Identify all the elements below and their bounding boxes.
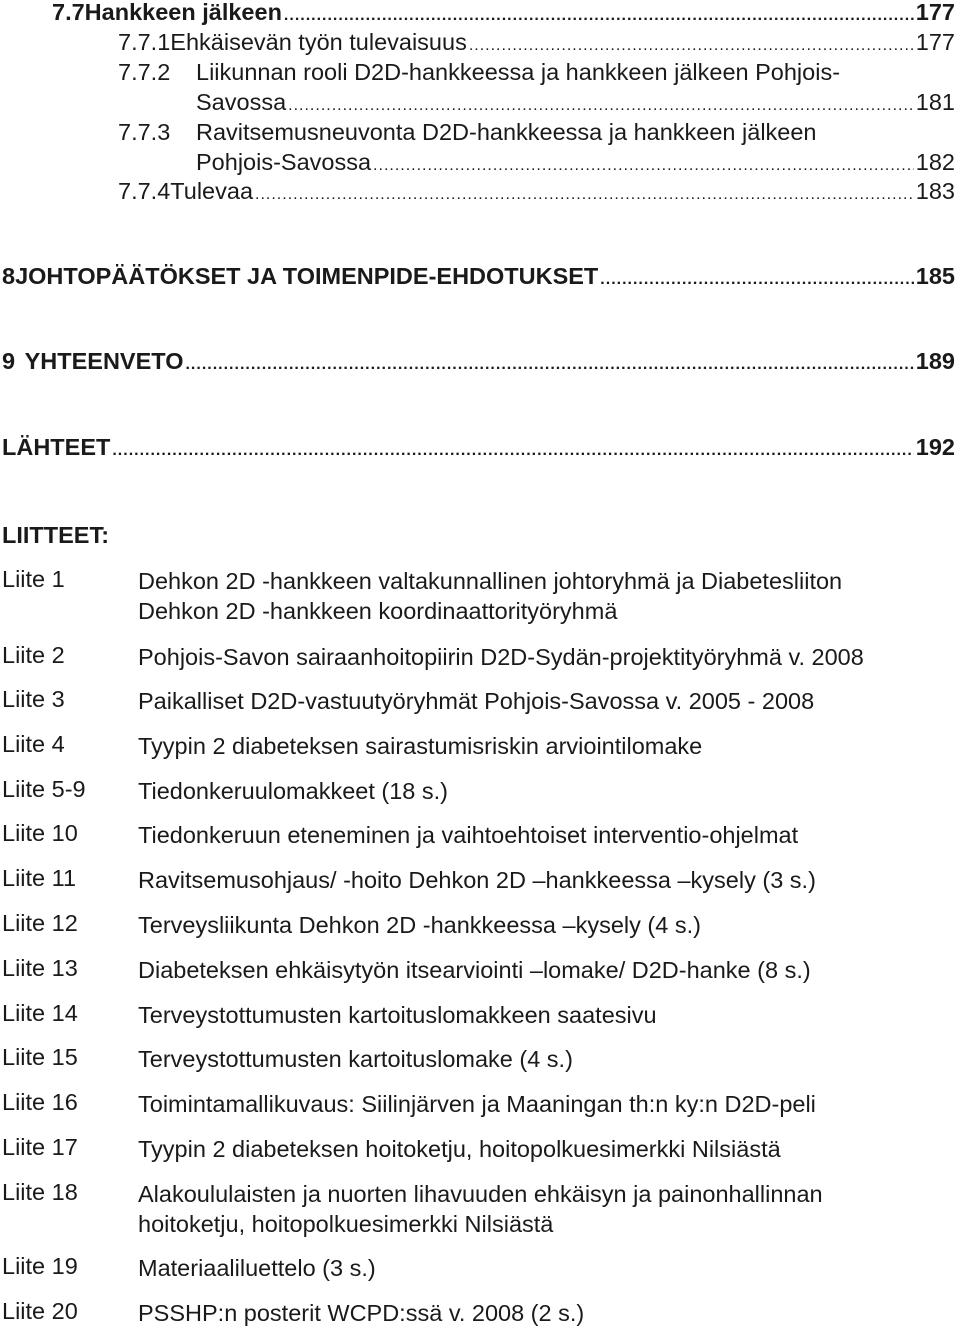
appendix-item[interactable] xyxy=(0,1044,960,1074)
appendix-item[interactable] xyxy=(0,1298,960,1328)
toc-number: 7.7.3 xyxy=(118,119,171,145)
toc-page: 183 xyxy=(915,178,955,204)
appendix-description-line: Terveysliikunta Dehkon 2D -hankkeessa –kysely (4 s.) xyxy=(138,912,701,938)
appendix-description xyxy=(138,1253,938,1283)
appendix-item[interactable] xyxy=(0,910,960,940)
toc-number: 7.7.2 xyxy=(118,59,171,85)
appendix-description-line: PSSHP:n posterit WCPD:ssä v. 2008 (2 s.) xyxy=(138,1300,585,1326)
toc-title-continued: Savossa xyxy=(196,89,287,115)
appendix-description-line: Alakoululaisten ja nuorten lihavuuden ehkäisyn ja painonhallinnan xyxy=(138,1181,823,1207)
toc-entry-7-7-2[interactable] xyxy=(118,57,955,87)
appendix-item[interactable] xyxy=(0,1253,960,1283)
appendix-item[interactable] xyxy=(0,642,960,672)
toc-page: 181 xyxy=(915,89,955,115)
toc-title: Ehkäisevän työn tulevaisuus xyxy=(170,29,467,55)
appendix-label: Liite 1 xyxy=(2,566,65,592)
appendix-label: Liite 18 xyxy=(2,1179,78,1205)
appendix-item[interactable] xyxy=(0,686,960,716)
toc-page: 189 xyxy=(915,348,955,374)
appendix-item[interactable] xyxy=(0,1000,960,1030)
toc-entry-9[interactable] xyxy=(2,346,955,376)
appendix-description-line: Tiedonkeruulomakkeet (18 s.) xyxy=(138,778,448,804)
toc-entry-7-7-3[interactable] xyxy=(118,117,955,147)
appendix-description xyxy=(138,731,938,761)
appendix-description xyxy=(138,820,938,850)
appendix-item[interactable] xyxy=(0,865,960,895)
toc-number: 7.7.1 xyxy=(118,29,171,55)
appendix-label: Liite 20 xyxy=(2,1298,78,1324)
appendix-label: Liite 13 xyxy=(2,955,78,981)
appendix-description xyxy=(138,686,938,716)
toc-leader xyxy=(255,180,914,210)
toc-leader xyxy=(112,436,913,466)
appendix-description xyxy=(138,1000,938,1030)
appendix-description-line: Tyypin 2 diabeteksen hoitoketju, hoitopolkuesimerkki Nilsiästä xyxy=(138,1136,781,1162)
appendix-description-line: Diabeteksen ehkäisytyön itsearviointi –lomake/ D2D-hanke (8 s.) xyxy=(138,957,811,983)
toc-title: JOHTOPÄÄTÖKSET JA TOIMENPIDE-EHDOTUKSET xyxy=(15,263,599,289)
appendix-description xyxy=(138,1089,938,1119)
appendix-description-line: Pohjois-Savon sairaanhoitopiirin D2D-Sydän-projektityöryhmä v. 2008 xyxy=(138,644,864,670)
appendix-item[interactable] xyxy=(0,1089,960,1119)
appendix-description xyxy=(138,566,938,626)
appendix-item[interactable] xyxy=(0,955,960,985)
appendix-description-line: Ravitsemusohjaus/ -hoito Dehkon 2D –hankkeessa –kysely (3 s.) xyxy=(138,867,816,893)
appendix-description xyxy=(138,865,938,895)
toc-entry-7-7[interactable] xyxy=(52,0,955,27)
appendix-description xyxy=(138,1044,938,1074)
toc-leader xyxy=(185,350,913,380)
toc-title: Ravitsemusneuvonta D2D-hankkeessa ja hankkeen jälkeen xyxy=(196,119,817,145)
appendix-label: Liite 10 xyxy=(2,820,78,846)
appendix-description-line: Dehkon 2D -hankkeen valtakunnallinen johtoryhmä ja Diabetesliiton xyxy=(138,568,843,594)
toc-number: 7.7.4 xyxy=(118,178,171,204)
toc-entry-7-7-4[interactable] xyxy=(118,176,955,206)
appendix-description-line: Materiaaliluettelo (3 s.) xyxy=(138,1255,376,1281)
toc-number: 9 xyxy=(2,348,16,374)
appendix-label: Liite 16 xyxy=(2,1089,78,1115)
appendix-description xyxy=(138,1298,938,1328)
appendix-description-line: Tiedonkeruun eteneminen ja vaihtoehtoiset interventio-ohjelmat xyxy=(138,822,799,848)
appendix-item[interactable] xyxy=(0,566,960,626)
appendix-item[interactable] xyxy=(0,731,960,761)
toc-entry-7-7-1[interactable] xyxy=(118,27,955,57)
appendix-item[interactable] xyxy=(0,1179,960,1239)
appendices-heading-text: LIITTEET: xyxy=(2,522,110,548)
toc-title: YHTEENVETO xyxy=(24,348,184,374)
appendix-label: Liite 11 xyxy=(2,865,77,891)
appendix-description xyxy=(138,1179,938,1239)
toc-number: 7.7 xyxy=(52,0,85,25)
appendix-label: Liite 12 xyxy=(2,910,78,936)
appendix-label: Liite 14 xyxy=(2,1000,78,1026)
toc-page: 177 xyxy=(915,29,955,55)
toc-page: 182 xyxy=(915,149,955,175)
appendix-description-line: Paikalliset D2D-vastuutyöryhmät Pohjois-Savossa v. 2005 - 2008 xyxy=(138,688,815,714)
appendix-label: Liite 15 xyxy=(2,1044,78,1070)
appendix-description-line: Dehkon 2D -hankkeen koordinaattorityöryhmä xyxy=(138,598,618,624)
appendix-description xyxy=(138,1134,938,1164)
toc-entry-7-7-3-cont[interactable] xyxy=(196,147,955,177)
toc-entry-7-7-2-cont[interactable] xyxy=(196,87,955,117)
toc-title: Tulevaa xyxy=(170,178,254,204)
appendix-description-line: Terveystottumusten kartoituslomake (4 s.) xyxy=(138,1046,573,1072)
appendix-description-line: Tyypin 2 diabeteksen sairastumisriskin arviointilomake xyxy=(138,733,703,759)
appendix-label: Liite 5-9 xyxy=(2,776,86,802)
appendix-description xyxy=(138,776,938,806)
appendix-item[interactable] xyxy=(0,776,960,806)
toc-page: 185 xyxy=(915,263,955,289)
toc-title: LÄHTEET xyxy=(2,434,111,460)
appendix-item[interactable] xyxy=(0,820,960,850)
toc-title: Hankkeen jälkeen xyxy=(84,0,282,25)
appendix-item[interactable] xyxy=(0,1134,960,1164)
toc-title: Liikunnan rooli D2D-hankkeessa ja hankkeen jälkeen Pohjois- xyxy=(196,59,841,85)
appendix-description xyxy=(138,642,938,672)
toc-entry-8[interactable] xyxy=(2,261,955,291)
appendix-description xyxy=(138,910,938,940)
appendix-label: Liite 2 xyxy=(2,642,65,668)
toc-title-continued: Pohjois-Savossa xyxy=(196,149,372,175)
appendices-heading xyxy=(2,520,109,550)
appendix-description-line: Toimintamallikuvaus: Siilinjärven ja Maaningan th:n ky:n D2D-peli xyxy=(138,1091,816,1117)
appendix-description-line: Terveystottumusten kartoituslomakkeen saatesivu xyxy=(138,1002,657,1028)
appendix-description xyxy=(138,955,938,985)
appendix-label: Liite 3 xyxy=(2,686,65,712)
appendix-label: Liite 19 xyxy=(2,1253,78,1279)
toc-page: 177 xyxy=(915,0,955,25)
appendix-label: Liite 4 xyxy=(2,731,65,757)
toc-page: 192 xyxy=(915,434,955,460)
toc-leader xyxy=(600,265,913,295)
toc-number: 8 xyxy=(2,263,16,289)
appendix-label: Liite 17 xyxy=(2,1134,78,1160)
appendix-description-line: hoitoketju, hoitopolkuesimerkki Nilsiästä xyxy=(138,1211,554,1237)
toc-entry-references[interactable] xyxy=(2,432,955,462)
